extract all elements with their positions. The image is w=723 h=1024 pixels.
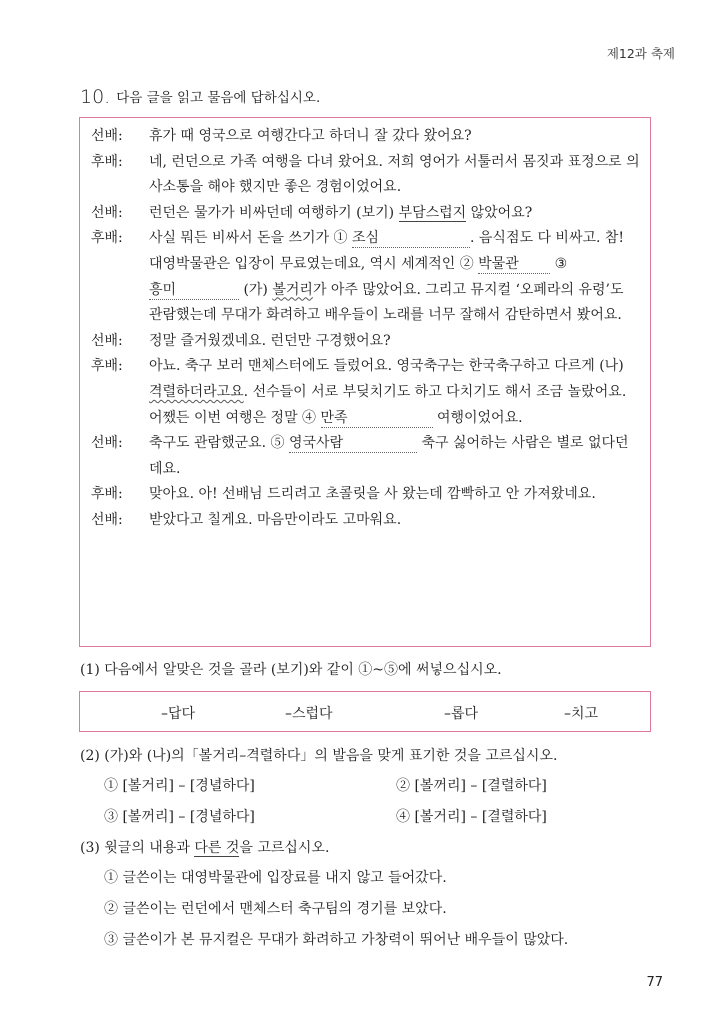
text-segment: 않았어요?: [466, 204, 533, 221]
text-segment: 정말 즐거웠겠네요. 런던만 구경했어요?: [149, 332, 391, 349]
option-3: ③ [볼꺼리] – [경녈하다]: [104, 809, 255, 825]
option-4: ④ [볼거리] – [결렬하다]: [396, 809, 547, 825]
fill-blank: 조심: [352, 229, 470, 248]
speaker-label: 후배:: [91, 230, 123, 247]
speaker-label: 후배:: [91, 358, 123, 375]
text-segment: ③: [550, 255, 568, 272]
dialog-text: [149, 508, 650, 534]
dialog-line: [91, 201, 650, 227]
dialog-line: [91, 508, 650, 534]
speaker-label: 선배:: [91, 435, 123, 452]
question-number: 10.: [80, 86, 111, 108]
text-segment: 가 아주 많았어요. 그리고 뮤지컬 ‘오페라의 유령’도 관람했는데 무대가 화려하고 배우들이 노래를 너무 잘해서 감탄하면서 봤어요.: [149, 281, 624, 324]
dialog-text: [149, 150, 650, 201]
text-segment: 축구 싫어하는 사람은 별로 없다던데요.: [149, 435, 629, 477]
fill-blank: 만족: [321, 409, 433, 428]
text-segment: 맞아요. 아! 선배님 드리려고 초콜릿을 사 왔는데 깜빡하고 안 가져왔네요.: [149, 486, 596, 503]
choice-item: –스럽다: [285, 706, 333, 722]
text-segment: 축구도 관람했군요. ⑤: [149, 435, 289, 452]
dialog-line: [91, 329, 650, 355]
answer-1: ① 글쓴이는 대영박물관에 입장료를 내지 않고 들어갔다.: [104, 870, 447, 886]
text-segment: 휴가 때 영국으로 여행간다고 하더니 잘 갔다 왔어요?: [149, 128, 472, 144]
speaker-label: 선배:: [91, 511, 123, 528]
dialog-text: [149, 226, 650, 328]
sub3-prefix: (3) 윗글의 내용과: [80, 840, 195, 856]
sub-question-2: (2) (가)와 (나)의「볼거리–격렬하다」의 발음을 맞게 표기한 것을 고르십시오.: [80, 748, 558, 764]
question-text: 다음 글을 읽고 물음에 답하십시오.: [116, 90, 321, 106]
dialog-text: [149, 201, 650, 227]
sub3-underlined: 다른 것: [194, 840, 240, 856]
text-segment: . 음식점도 다 비싸고. 참! 대영박물관은 입장이 무료였는데요, 역시 세계적인 ②: [149, 230, 625, 272]
option-2: ② [볼꺼리] – [결렬하다]: [396, 778, 547, 794]
text-segment: 아뇨. 축구 보러 맨체스터에도 들렀어요. 영국축구는 한국축구하고 다르게 (나): [149, 358, 624, 375]
text-segment: 네, 런던으로 가족 여행을 다녀 왔어요. 저희 영어가 서툴러서 몸짓과 표정으로 의사소통을 해야 했지만 좋은 경험이었어요.: [149, 153, 640, 196]
dialog-line: [91, 124, 650, 150]
text-segment: 런던은 물가가 비싸던데 여행하기 (보기): [149, 204, 399, 221]
dialog-text: [149, 329, 650, 355]
dialog-text: [149, 431, 650, 482]
dialog-text: [149, 124, 650, 150]
sub3-suffix: 을 고르십시오.: [239, 840, 330, 856]
dialog-line: [91, 431, 650, 482]
sub-question-1: (1) 다음에서 알맞은 것을 골라 (보기)와 같이 ①~⑤에 써넣으십시오.: [80, 662, 502, 678]
answer-3: ③ 글쓴이가 본 뮤지컬은 무대가 화려하고 가창력이 뛰어난 배우들이 많았다.: [104, 932, 569, 948]
speaker-label: 선배:: [91, 332, 123, 349]
speaker-label: 선배:: [91, 204, 123, 221]
speaker-label: 후배:: [91, 153, 123, 170]
choice-item: –치고: [564, 706, 599, 722]
option-1: ① [볼거리] – [경녈하다]: [104, 778, 255, 794]
chapter-header: 제12과 축제: [606, 46, 675, 61]
page-number: 77: [646, 975, 663, 990]
text-segment: (가): [239, 281, 273, 298]
question-title: [80, 86, 320, 108]
marked-word: 부담스럽지: [398, 204, 467, 221]
speaker-label: 선배:: [91, 128, 123, 144]
speaker-label: 후배:: [91, 486, 123, 503]
dialog-box: [79, 117, 651, 647]
text-segment: 받았다고 칠게요. 마음만이라도 고마워요.: [149, 511, 402, 528]
choice-item: –답다: [161, 706, 196, 722]
dialog-line: [91, 354, 650, 431]
answer-2: ② 글쓴이는 런던에서 맨체스터 축구팀의 경기를 보았다.: [104, 901, 447, 917]
fill-blank: 영국사람: [289, 434, 417, 453]
dialog-line: [91, 482, 650, 508]
dialog-line: [91, 226, 650, 328]
choice-box: [79, 691, 651, 732]
marked-word: 격렬하더라고요: [149, 383, 244, 400]
sub-question-3: [80, 837, 329, 857]
fill-blank: 흥미: [149, 281, 239, 300]
dialog-text: [149, 482, 650, 508]
dialog-text: [149, 354, 650, 431]
fill-blank: 박물관: [478, 255, 550, 274]
text-segment: . 선수들이 서로 부딪치기도 하고 다치기도 해서 조금 놀랐어요. 어쨌든 이번 여행은 정말 ④: [149, 383, 627, 426]
choice-item: –롭다: [444, 706, 479, 722]
dialog-line: [91, 150, 650, 201]
text-segment: 여행이었어요.: [432, 409, 523, 426]
text-segment: 사실 뭐든 비싸서 돈을 쓰기가 ①: [149, 230, 352, 247]
marked-word: 볼거리: [272, 281, 313, 298]
